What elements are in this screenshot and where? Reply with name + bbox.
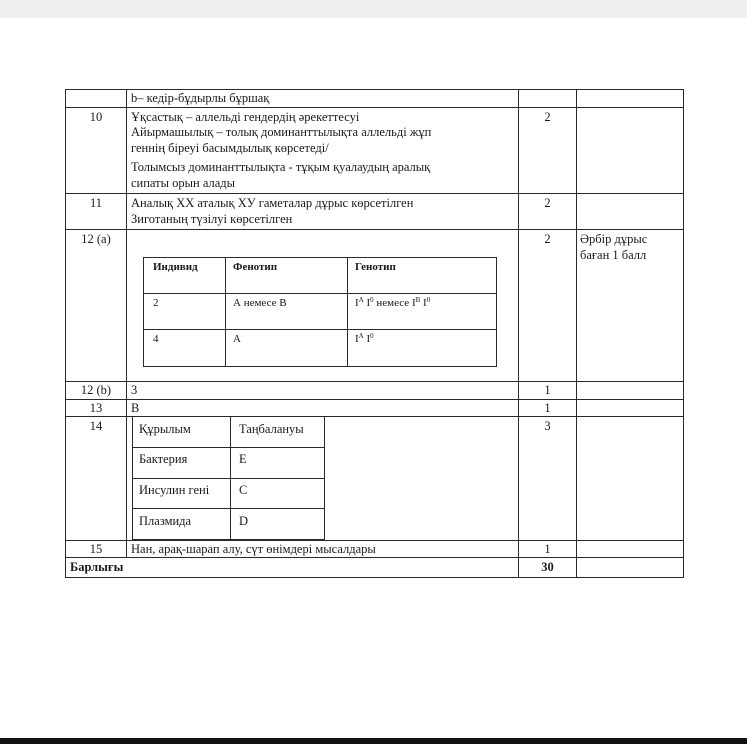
- score: 1: [544, 542, 551, 556]
- criterion-text: геннің біреуі басымдылық көрсетеді/: [131, 141, 329, 155]
- note-text: Әрбір дұрыс: [580, 232, 648, 246]
- score: 2: [544, 232, 551, 246]
- row-number: 12 (a): [81, 232, 111, 246]
- col-header-label: Таңбалануы: [239, 422, 304, 436]
- genotype-value: $I^A$ $I^0$ немесе $I^B$ $I^0$: [355, 296, 431, 309]
- phenotype-value: А немесе В: [233, 297, 287, 309]
- score: 1: [544, 383, 551, 397]
- col-header-individual: Индивид: [153, 261, 198, 273]
- criterion-text: сипаты орын алады: [131, 176, 236, 190]
- individual-value: 2: [153, 297, 159, 309]
- col-header-phenotype: Фенотип: [233, 261, 278, 273]
- criterion-text: Аналық ХХ аталық ХУ гаметалар дұрыс көрсетілген: [131, 196, 414, 210]
- viewer-top-bar: [0, 0, 747, 18]
- label-value: Е: [239, 452, 247, 466]
- score: 2: [544, 110, 551, 124]
- label-value: С: [239, 483, 248, 497]
- individual-value: 4: [153, 333, 159, 345]
- answer-text: B: [131, 401, 140, 415]
- total-score: 30: [541, 560, 554, 574]
- criterion-text: Толымсыз доминанттылықта - тұқым қуалаудың аралық: [131, 160, 431, 174]
- row-number: 14: [89, 419, 103, 433]
- score: 1: [544, 401, 551, 415]
- criterion-text: Ұқсастық – аллельді гендердің әрекеттесуі: [131, 110, 360, 124]
- row-number: 12 (b): [80, 383, 112, 397]
- score: 3: [544, 419, 551, 433]
- note-text: баған 1 балл: [580, 248, 647, 262]
- criterion-text: Айырмашылық – толық доминанттылықта аллельді жұп: [131, 125, 432, 139]
- row-number: 13: [89, 401, 103, 415]
- answer-text: 3: [131, 383, 138, 397]
- genotype-value: $I^A$ $I^0$: [355, 332, 374, 345]
- structure-value: Бактерия: [139, 452, 188, 466]
- phenotype-value: А: [233, 333, 241, 345]
- criterion-text: Зиготаның түзілуі көрсетілген: [131, 212, 293, 226]
- col-header-structure: Құрылым: [139, 422, 191, 436]
- criterion-text: b– кедір-бұдырлы бұршақ: [131, 91, 270, 105]
- structure-value: Плазмида: [139, 514, 192, 528]
- total-label: Барлығы: [70, 560, 124, 574]
- answer-text: Нан, арақ-шарап алу, сүт өнімдері мысалдары: [131, 542, 376, 556]
- score: 2: [544, 196, 551, 210]
- row-number: 15: [89, 542, 103, 556]
- viewer-bottom-bar: [0, 738, 747, 744]
- col-header-genotype: Генотип: [355, 261, 396, 273]
- row-number: 10: [89, 110, 103, 124]
- row-number: 11: [89, 196, 103, 210]
- label-value: D: [239, 514, 249, 528]
- structure-value: Инсулин гені: [139, 483, 210, 497]
